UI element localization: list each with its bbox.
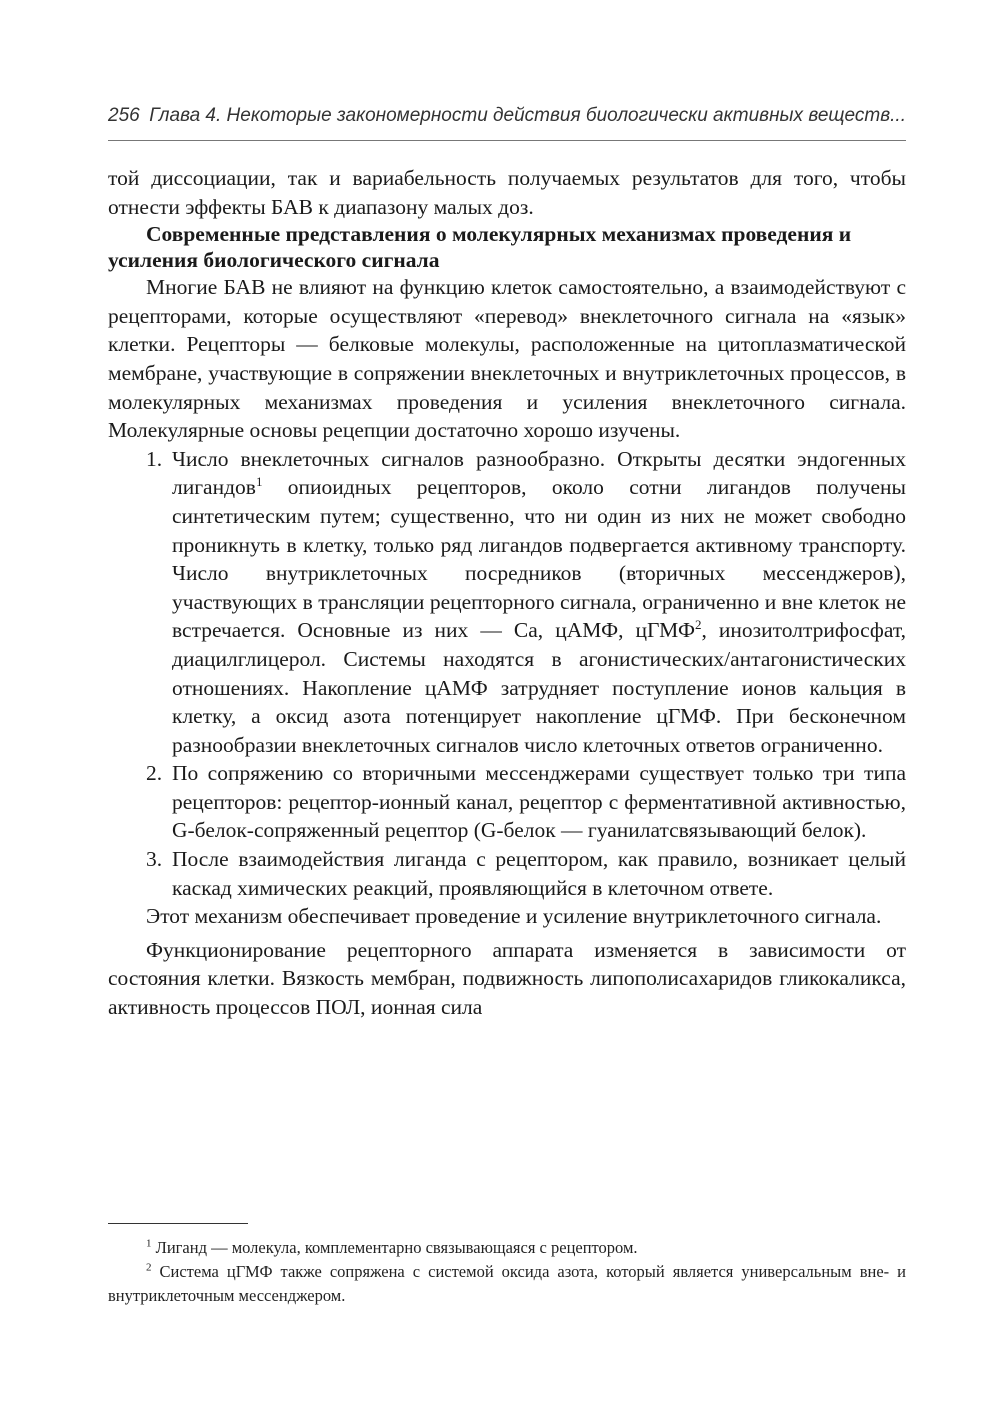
list-item (108, 759, 906, 845)
continuation-paragraph: той диссоциации, так и вариабельность получаемых результатов для того, чтобы отнести эффекты БАВ к диапазону малых доз. (108, 166, 906, 219)
running-header (108, 103, 906, 137)
footnote-text: Система цГМФ также сопряжена с системой оксида азота, который является универсальным вне- и внутриклеточным мессенджером. (108, 1262, 906, 1305)
paragraph-after-list: Этот механизм обеспечивает проведение и усиление внутриклеточного сигнала. (146, 904, 882, 929)
list-item-text: Число внеклеточных сигналов разнообразно. Открыты десятки эндогенных лигандов (172, 446, 906, 500)
footnote-marker: 1 (146, 1237, 152, 1250)
list-item-number: 1. (146, 446, 163, 471)
intro-paragraph: Многие БАВ не влияют на функцию клеток самостоятельно, а взаимодействуют с рецепторами, которые осуществляют «перевод» внеклеточного сигнала на «язык» клетки. Рецепторы — белковые молекулы, расположенные на цитоплазматической мембране, участвующие в сопряжении внеклеточных и внутриклеточных процессов, в молекулярных механизмах проведения и усиления внеклеточного сигнала. Молекулярные основы рецепции достаточно хорошо изучены. (108, 275, 906, 443)
list-item-text: После взаимодействия лиганда с рецептором, как правило, возникает целый каскад химических реакций, проявляющийся в клеточном ответе. (172, 847, 906, 900)
list-item (108, 445, 906, 760)
footnote (108, 1236, 906, 1260)
footnote-ref: 1 (255, 474, 263, 490)
header-divider (108, 140, 906, 141)
chapter-title: Глава 4. Некоторые закономерности действия биологически активных веществ... (149, 105, 906, 126)
footnote-text: Лиганд — молекула, комплементарно связывающаяся с рецептором. (151, 1238, 638, 1257)
list-item-text: По сопряжению со вторичными мессенджерами существует только три типа рецепторов: рецептор-ионный канал, рецептор с ферментативной активностью, G-белок-сопряженный рецептор (G-белок — гуанилатсвязывающий белок). (172, 761, 906, 843)
footnote-divider (108, 1223, 248, 1224)
last-paragraph: Функционирование рецепторного аппарата изменяется в зависимости от состояния клетки. Вязкость мембран, подвижность липополисахаридов гликокаликса, активность процессов ПОЛ, ионная сила (108, 937, 906, 1020)
footnote (108, 1260, 906, 1308)
section-heading: Современные представления о молекулярных механизмах проведения и усиления биологического сигнала (108, 222, 852, 273)
list-item-text: , инозитолтрифосфат, диацилглицерол. Системы находятся в агонистических/антагонистических отношениях. Накопление цАМФ затрудняет поступление ионов кальция в клетку, а оксид азота потенцирует накопление цГМФ. При бесконечном разнообразии внеклеточных сигналов число клеточных ответов ограниченно. (172, 618, 906, 757)
footnotes (108, 1236, 906, 1308)
page-number: 256 (108, 105, 140, 126)
list-item-number: 3. (146, 847, 163, 872)
main-text (108, 164, 906, 1022)
list-item-number: 2. (146, 761, 163, 786)
list-item-text: опиоидных рецепторов, около сотни лигандов получены синтетическим путем; существенно, что ни один из них не может свободно проникнуть в клетку, только ряд лигандов подвергается активному транспорту. Число внутриклеточных посредников (вторичных мессенджеров), участвующих в трансляции рецепторного сигнала, ограниченно и вне клеток не встречается. Основные из них — Са, цАМФ, цГМФ (172, 475, 906, 643)
footnote-ref: 2 (694, 617, 702, 633)
list-item (108, 845, 906, 902)
numbered-list (108, 445, 906, 903)
footnote-marker: 2 (146, 1261, 152, 1274)
